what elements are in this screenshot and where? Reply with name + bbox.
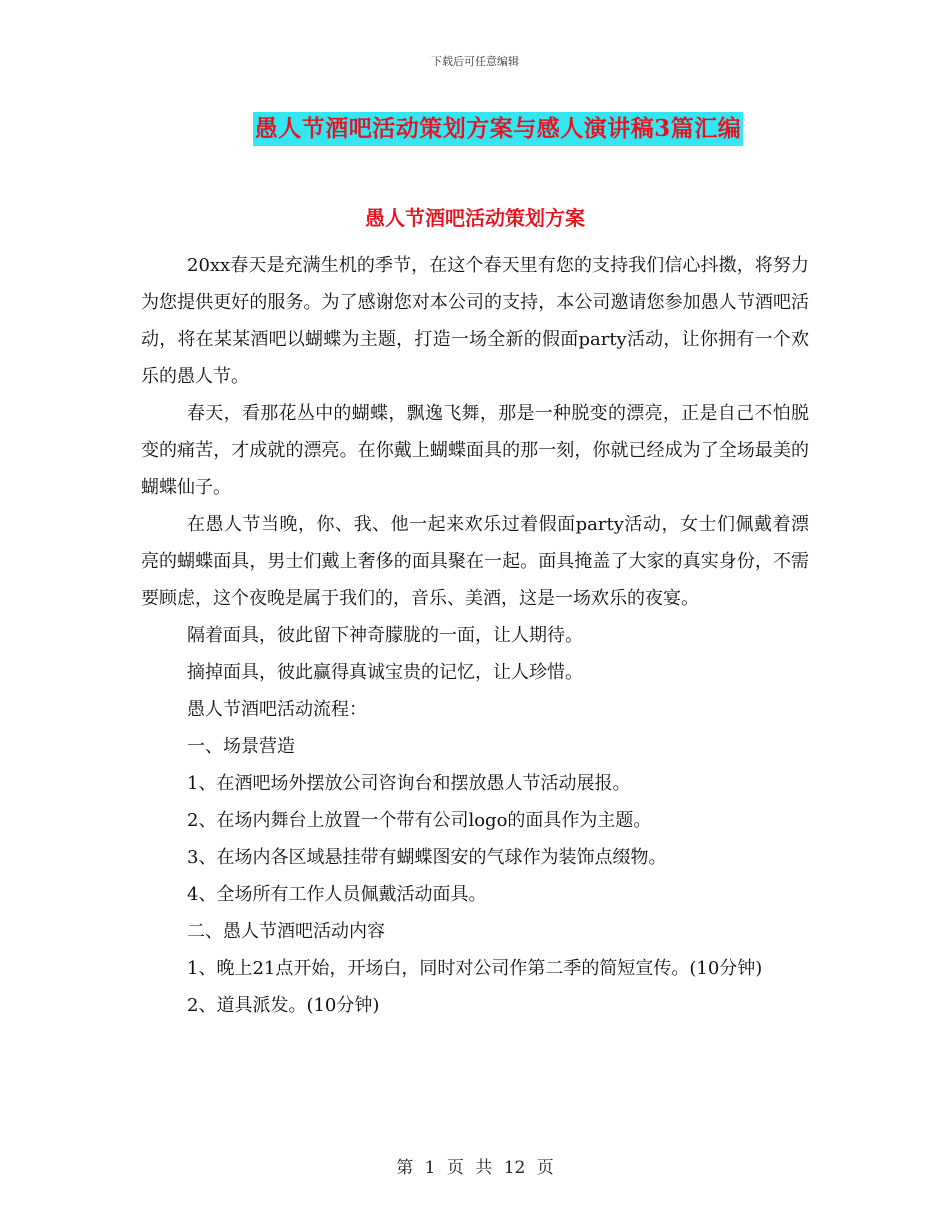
section-heading-scene: 一、场景营造: [187, 736, 295, 757]
page-footer: 第 1 页 共 12 页: [396, 1158, 554, 1178]
main-title: 愚人节酒吧活动策划方案与感人演讲稿3篇汇编: [253, 112, 744, 146]
paragraph-night: 在愚人节当晚，你、我、他一起来欢乐过着假面party活动，女士们佩戴着漂亮的蝴蝶面具，男士们戴上奢侈的面具聚在一起。面具掩盖了大家的真实身份，不需要顾虑，这个夜晚是属于我们的，音乐、美酒，这是一场欢乐的夜宴。: [141, 514, 809, 609]
list-item: 1、晚上21点开始，开场白，同时对公司作第二季的简短宣传。(10分钟): [187, 958, 763, 979]
paragraph-mask-on: 隔着面具，彼此留下神奇朦胧的一面，让人期待。: [187, 625, 583, 646]
section-title: 愚人节酒吧活动策划方案: [365, 206, 585, 230]
paragraph-spring: 春天，看那花丛中的蝴蝶，飘逸飞舞，那是一种脱变的漂亮，正是自己不怕脱变的痛苦，才成就的漂亮。在你戴上蝴蝶面具的那一刻，你就已经成为了全场最美的蝴蝶仙子。: [141, 403, 809, 498]
header-note: 下载后可任意编辑: [431, 55, 519, 68]
section-heading-content: 二、愚人节酒吧活动内容: [187, 921, 385, 942]
list-item: 3、在场内各区域悬挂带有蝴蝶图安的气球作为装饰点缀物。: [187, 847, 667, 868]
main-title-wrap: [0, 112, 950, 146]
list-item: 2、道具派发。(10分钟): [187, 995, 380, 1016]
list-item: 2、在场内舞台上放置一个带有公司logo的面具作为主题。: [187, 810, 652, 831]
paragraph-mask-off: 摘掉面具，彼此赢得真诚宝贵的记忆，让人珍惜。: [187, 662, 583, 683]
document-body: [141, 247, 809, 1024]
list-item: 1、在酒吧场外摆放公司咨询台和摆放愚人节活动展报。: [187, 773, 631, 794]
list-item: 4、全场所有工作人员佩戴活动面具。: [187, 884, 487, 905]
flow-heading: 愚人节酒吧活动流程：: [187, 699, 367, 720]
paragraph-intro: 20xx春天是充满生机的季节，在这个春天里有您的支持我们信心抖擞，将努力为您提供更好的服务。为了感谢您对本公司的支持，本公司邀请您参加愚人节酒吧活动，将在某某酒吧以蝴蝶为主题，打造一场全新的假面party活动，让你拥有一个欢乐的愚人节。: [141, 255, 809, 387]
